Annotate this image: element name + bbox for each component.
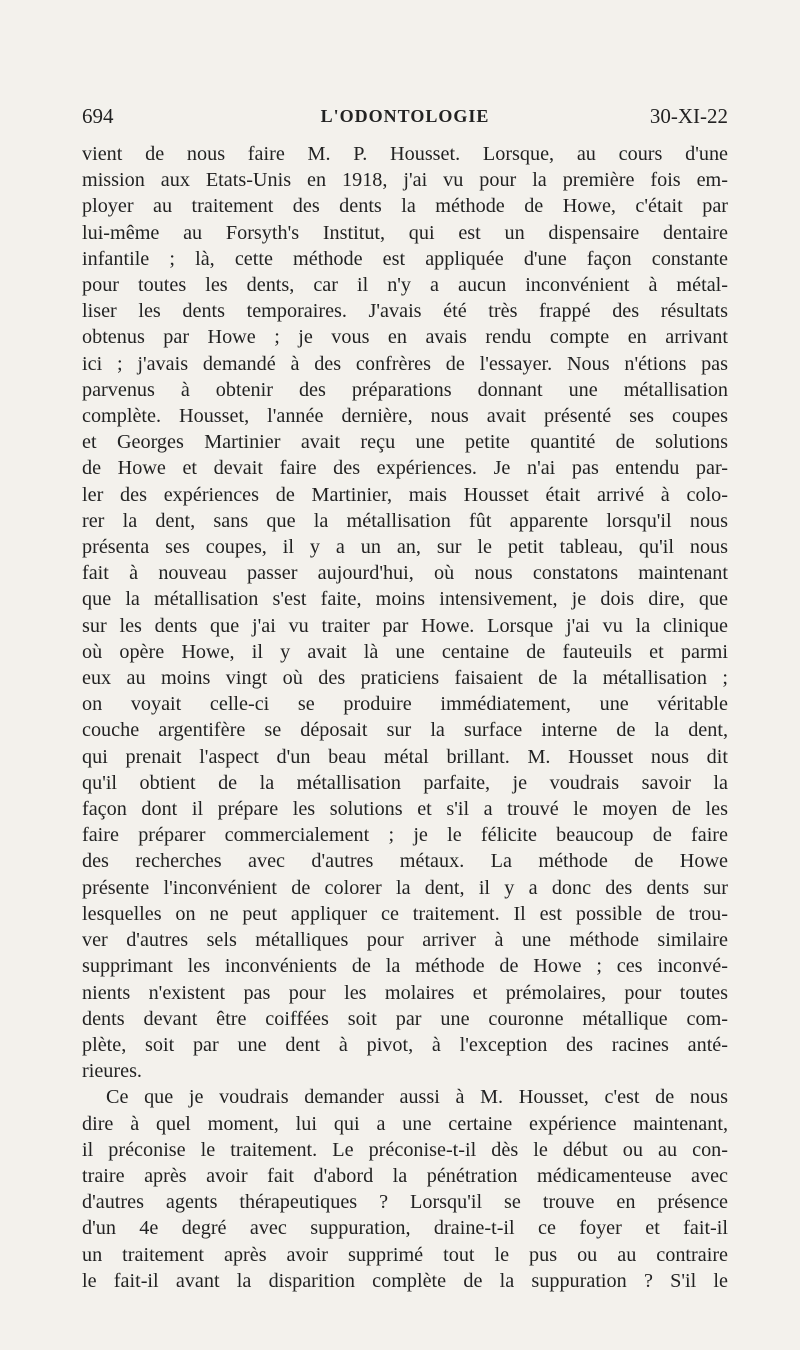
text-line: dire à quel moment, lui qui a une certaine expérience maintenant,: [82, 1112, 728, 1135]
text-line: un traitement après avoir supprimé tout le pus ou au contraire: [82, 1243, 728, 1266]
text-line: nients n'existent pas pour les molaires et prémolaires, pour toutes: [82, 981, 728, 1004]
text-line: présente l'inconvénient de colorer la dent, il y a donc des dents sur: [82, 876, 728, 899]
text-line: Ce que je voudrais demander aussi à M. Housset, c'est de nous: [106, 1086, 728, 1109]
text-line: lesquelles on ne peut appliquer ce traitement. Il est possible de trou-: [82, 902, 728, 925]
text-line: on voyait celle-ci se produire immédiatement, une véritable: [82, 693, 728, 716]
text-line: ver d'autres sels métalliques pour arriver à une méthode similaire: [82, 929, 728, 952]
text-line: complète. Housset, l'année dernière, nous avait présenté ses coupes: [82, 405, 728, 428]
text-line: et Georges Martinier avait reçu une petite quantité de solutions: [82, 431, 728, 454]
text-line: fait à nouveau passer aujourd'hui, où nous constatons maintenant: [82, 562, 728, 585]
text-line: plète, soit par une dent à pivot, à l'exception des racines anté-: [82, 1033, 728, 1056]
text-line: eux au moins vingt où des praticiens faisaient de la métallisation ;: [82, 667, 728, 690]
text-line: ici ; j'avais demandé à des confrères de l'essayer. Nous n'étions pas: [82, 352, 728, 375]
text-line: obtenus par Howe ; je vous en avais rendu compte en arrivant: [82, 326, 728, 349]
text-line: des recherches avec d'autres métaux. La méthode de Howe: [82, 850, 728, 873]
text-line: il préconise le traitement. Le préconise-t-il dès le début ou au con-: [82, 1138, 728, 1161]
text-line: infantile ; là, cette méthode est appliquée d'une façon constante: [82, 247, 728, 270]
text-line: couche argentifère se déposait sur la surface interne de la dent,: [82, 719, 728, 742]
text-line: liser les dents temporaires. J'avais été très frappé des résultats: [82, 300, 728, 323]
text-line: traire après avoir fait d'abord la pénétration médicamenteuse avec: [82, 1164, 728, 1187]
text-line: façon dont il prépare les solutions et s'il a trouvé le moyen de les: [82, 798, 728, 821]
issue-date: 30-XI-22: [649, 104, 728, 128]
text-line: rer la dent, sans que la métallisation fût apparente lorsqu'il nous: [82, 509, 728, 532]
text-line: vient de nous faire M. P. Housset. Lorsque, au cours d'une: [82, 143, 728, 165]
text-line: présenta ses coupes, il y a un an, sur le petit tableau, qu'il nous: [82, 536, 728, 559]
page-number: 694: [82, 104, 114, 128]
page-header: [82, 104, 728, 138]
text-line: parvenus à obtenir des préparations donnant une métallisation: [82, 378, 728, 401]
text-line: lui-même au Forsyth's Institut, qui est un dispensaire dentaire: [82, 221, 728, 244]
text-line: dents devant être coiffées soit par une couronne métallique com-: [82, 1007, 728, 1030]
text-line: le fait-il avant la disparition complète de la suppuration ? S'il le: [82, 1269, 728, 1292]
text-line: de Howe et devait faire des expériences. Je n'ai pas entendu par-: [82, 457, 728, 480]
text-line: qu'il obtient de la métallisation parfaite, je voudrais savoir la: [82, 771, 728, 794]
journal-title: L'ODONTOLOGIE: [320, 106, 490, 126]
text-line: qui prenait l'aspect d'un beau métal brillant. M. Housset nous dit: [82, 745, 728, 768]
text-line: ployer au traitement des dents la méthode de Howe, c'était par: [82, 195, 728, 218]
text-line: faire préparer commercialement ; je le félicite beaucoup de faire: [82, 824, 728, 847]
text-line: supprimant les inconvénients de la méthode de Howe ; ces inconvé-: [82, 955, 728, 978]
text-line: où opère Howe, il y avait là une centaine de fauteuils et parmi: [82, 640, 728, 663]
text-line: d'un 4e degré avec suppuration, draine-t-il ce foyer et fait-il: [82, 1217, 728, 1240]
text-line: pour toutes les dents, car il n'y a aucun inconvénient à métal-: [82, 274, 728, 297]
text-line: mission aux Etats-Unis en 1918, j'ai vu pour la première fois em-: [82, 169, 728, 192]
text-line: ler des expériences de Martinier, mais Housset était arrivé à colo-: [82, 483, 728, 506]
text-line: rieures.: [82, 1060, 142, 1083]
body-text: [82, 141, 728, 1294]
text-line: que la métallisation s'est faite, moins intensivement, je dois dire, que: [82, 588, 728, 611]
text-line: sur les dents que j'ai vu traiter par Howe. Lorsque j'ai vu la clinique: [82, 614, 728, 637]
text-line: d'autres agents thérapeutiques ? Lorsqu'il se trouve en présence: [82, 1191, 728, 1214]
